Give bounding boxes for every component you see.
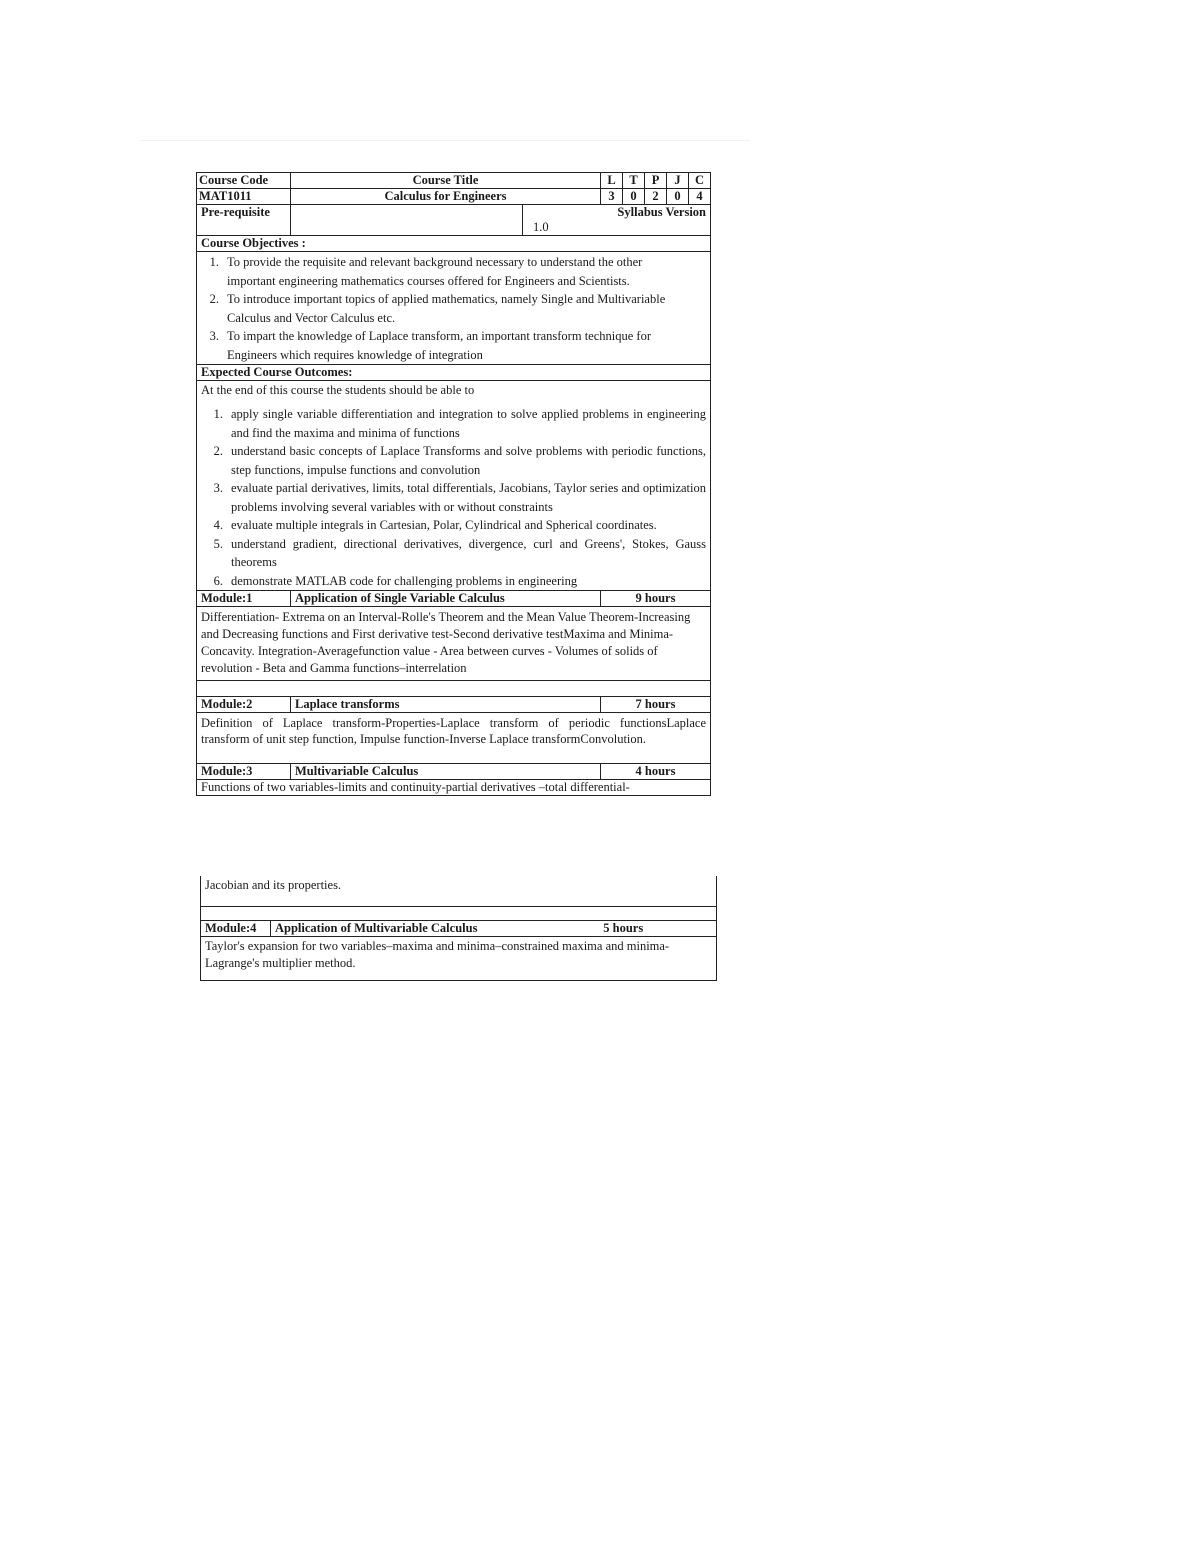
prerequisite-value [291,205,523,236]
objectives-heading-row [197,236,711,252]
list-item [197,327,680,364]
module-1-hours: 9 hours [601,591,711,607]
list-item-text: apply single variable differentiation and integration to solve applied problems in engineering and find the maxima and minima of functions [231,407,707,440]
list-item-text: demonstrate MATLAB code for challenging problems in engineering [231,573,578,588]
module-3-continued-row [201,876,717,907]
ltpjc-value-c: 4 [689,189,711,205]
course-code-label: Course Code [197,173,291,189]
module-3-header-row [197,764,711,780]
list-item [197,290,680,327]
course-title: Calculus for Engineers [291,189,601,205]
module-3-title: Multivariable Calculus [291,764,601,780]
spacer-cell [201,907,717,921]
ltpjc-value-j: 0 [667,189,689,205]
syllabus-table [196,172,711,796]
syllabus-version-label: Syllabus Version [617,205,707,219]
list-item-text: To introduce important topics of applied mathematics, namely Single and Multivariable Calculus and Vector Calculus etc. [227,292,666,325]
outcomes-heading: Expected Course Outcomes: [197,365,711,381]
list-item [197,253,680,290]
module-3-content: Functions of two variables-limits and continuity-partial derivatives –total differential- [197,780,711,796]
ltpjc-label-t: T [623,173,645,189]
module-1-content-row [197,607,711,681]
module-3-label: Module:3 [197,764,291,780]
ltpjc-label-p: P [645,173,667,189]
list-item [201,535,706,572]
ltpjc-label-j: J [667,173,689,189]
module-2-content: Definition of Laplace transform-Properties-Laplace transform of periodic functionsLaplace transform of unit step function, Impulse function-Inverse Laplace transformConvolution. [197,713,711,764]
list-item-number: 1. [213,407,223,421]
module-4-content: Taylor's expansion for two variables–maxima and minima–constrained maxima and minima-Lagrange's multiplier method. [201,937,717,981]
list-item [201,516,706,535]
module-2-label: Module:2 [197,697,291,713]
syllabus-version: 1.0 [533,220,549,234]
ltpjc-value-l: 3 [601,189,623,205]
outcomes-list [201,405,706,590]
module-3-hours: 4 hours [601,764,711,780]
list-item-number: 6. [213,573,223,588]
list-item-text: To provide the requisite and relevant background necessary to understand the other important engineering mathematics courses offered for Engineers and Scientists. [227,255,643,288]
course-title-label: Course Title [291,173,601,189]
objectives-heading: Course Objectives : [197,236,711,252]
list-item [201,442,706,479]
list-item [201,405,706,442]
list-item [201,479,706,516]
spacer-row [201,907,717,921]
module-2-title: Laplace transforms [291,697,601,713]
module-2-hours: 7 hours [601,697,711,713]
list-item-number: 3. [209,329,219,343]
module-4-header-row [201,921,717,937]
module-4-title: Application of Multivariable Calculus [271,921,531,937]
list-item [201,572,706,591]
module-1-header-row [197,591,711,607]
list-item-number: 2. [213,444,223,458]
list-item-text: evaluate partial derivatives, limits, total differentials, Jacobians, Taylor series and optimization problems involving several variables with or without constraints [231,481,707,514]
outcomes-row [197,381,711,591]
list-item-number: 4. [213,518,223,532]
list-item-number: 2. [209,292,219,306]
list-item-number: 5. [213,536,223,551]
module-4-hours: 5 hours [531,921,717,937]
page-top-rule [140,140,750,141]
module-3-content-continued: Jacobian and its properties. [201,876,717,907]
module-4-label: Module:4 [201,921,271,937]
list-item-text: understand basic concepts of Laplace Transforms and solve problems with periodic functions, step functions, impulse functions and convolution [231,444,707,477]
module-2-content-row [197,713,711,764]
ltpjc-label-c: C [689,173,711,189]
list-item-number: 3. [213,481,223,495]
outcomes-cell [197,381,711,591]
module-1-title: Application of Single Variable Calculus [291,591,601,607]
list-item-text: evaluate multiple integrals in Cartesian, Polar, Cylindrical and Spherical coordinates. [231,518,657,532]
module-4-content-row [201,937,717,981]
objectives-cell [197,252,711,365]
module-3-content-row [197,780,711,796]
spacer-cell [197,681,711,697]
syllabus-table-continued [200,876,717,981]
module-1-label: Module:1 [197,591,291,607]
outcomes-heading-row [197,365,711,381]
ltpjc-value-p: 2 [645,189,667,205]
list-item-text: understand gradient, directional derivatives, divergence, curl and Greens', Stokes, Gauss theorems [231,536,707,569]
course-code: MAT1011 [197,189,291,205]
header-values-row [197,189,711,205]
spacer-row [197,681,711,697]
ltpjc-label-l: L [601,173,623,189]
header-labels-row [197,173,711,189]
list-item-number: 1. [209,255,219,269]
module-1-content: Differentiation- Extrema on an Interval-Rolle's Theorem and the Mean Value Theorem-Increasing and Decreasing functions and First derivative test-Second derivative testMaxima and Minima-Concavity. Integration-Averagefunction value - Area between curves - Volumes of solids of revolution - Beta and Gamma functions–interrelation [197,607,711,681]
objectives-list [197,253,680,364]
list-item-text: To impart the knowledge of Laplace transform, an important transform technique for Engineers which requires knowledge of integration [227,329,651,362]
outcomes-intro: At the end of this course the students should be able to [201,383,475,397]
prerequisite-label: Pre-requisite [197,205,291,236]
syllabus-version-cell [523,205,711,236]
prerequisite-row [197,205,711,236]
objectives-row [197,252,711,365]
module-2-header-row [197,697,711,713]
ltpjc-value-t: 0 [623,189,645,205]
